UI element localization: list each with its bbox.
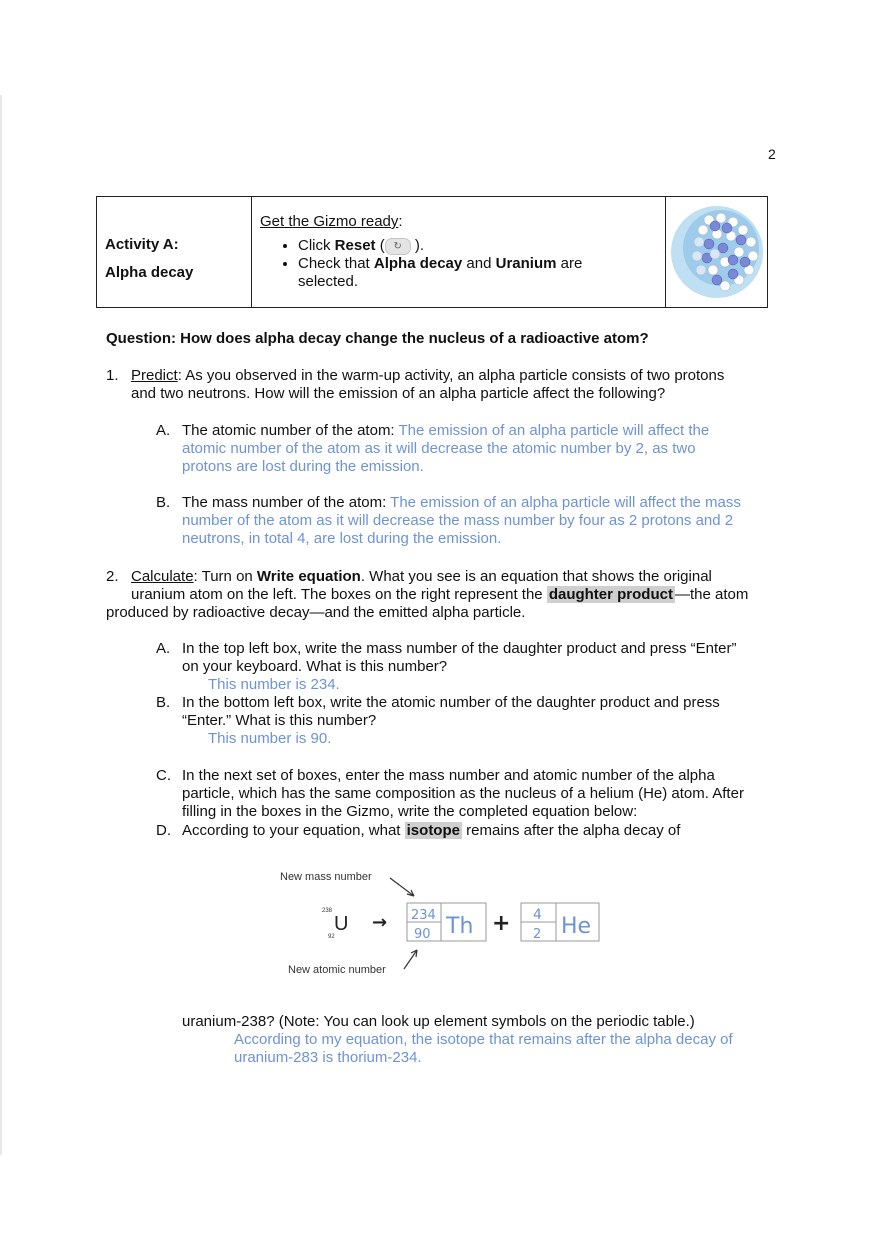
daughter-boxes: [407, 903, 486, 942]
plus-sign: +: [492, 911, 511, 936]
daughter-product-highlight: daughter product: [548, 586, 673, 603]
mass-pointer-arrow: [390, 878, 414, 896]
activity-subtitle: Alpha decay: [105, 264, 194, 281]
alpha-atomic-input[interactable]: 2: [533, 927, 542, 942]
q2-part-a: A. In the top left box, write the mass number of the daughter product and press “Enter” on your keyboard. What is this number? This number is 234.: [156, 640, 737, 693]
isotope-highlight: isotope: [406, 822, 460, 839]
atomic-pointer-arrow: [404, 950, 417, 969]
reset-icon: ↻: [385, 238, 411, 255]
alpha-boxes: [521, 903, 599, 942]
alpha-mass-input[interactable]: 4: [533, 907, 542, 923]
gizmo-steps: [260, 237, 665, 291]
reaction-arrow: →: [372, 912, 388, 933]
u-mass-number: 238: [322, 908, 333, 914]
gizmo-step-check: • Check that Alpha decay and Uranium are selected.: [298, 255, 665, 291]
daughter-mass-input[interactable]: 234: [411, 908, 436, 923]
q1-predict: 1. Predict: As you observed in the warm-up activity, an alpha particle consists of two protons and two neutrons. How will the emission of an alpha particle affect the following?: [106, 367, 725, 402]
scan-edge: [0, 95, 2, 1155]
u-atomic-number: 92: [328, 934, 335, 940]
daughter-symbol: Th: [446, 914, 474, 939]
q2b-answer: This number is 90.: [208, 730, 332, 747]
daughter-atomic-input[interactable]: 90: [414, 927, 431, 942]
new-atomic-number-label: New atomic number: [288, 964, 386, 976]
q1b-answer: The emission of an alpha particle will affect the mass: [390, 494, 741, 511]
q2a-answer: This number is 234.: [208, 676, 340, 693]
u-symbol: U: [334, 913, 349, 935]
q1-part-b: B. The mass number of the atom: The emission of an alpha particle will affect the mass number of the atom as it will decrease the mass number by four as 2 protons and 2 neutrons, in total 4, are lost during the emission.: [156, 494, 741, 547]
q1-label: Predict: [131, 367, 178, 384]
q2-label: Calculate: [131, 568, 194, 585]
q2-part-d-continued: uranium-238? (Note: You can look up element symbols on the periodic table.) According to my equation, the isotope that remains after the alpha decay of uranium-283 is thorium-234.: [182, 1013, 733, 1066]
q2-part-c: C. In the next set of boxes, enter the mass number and atomic number of the alpha particle, which has the same composition as the nucleus of a helium (He) atom. After filling in the boxes in the Gizmo, write the completed equation below:: [156, 767, 744, 820]
nucleus-image: [669, 204, 765, 300]
gizmo-step-reset: • Click Reset ( ↻ ).: [298, 237, 665, 255]
question-heading: Question: How does alpha decay change the nucleus of a radioactive atom?: [106, 330, 649, 347]
q2-part-d: D. According to your equation, what isotope remains after the alpha decay of: [156, 822, 681, 839]
q1a-answer: The emission of an alpha particle will affect the: [398, 422, 710, 439]
gizmo-ready-cell: [252, 197, 666, 307]
nucleus-image-cell: [666, 197, 767, 307]
q1-part-a: A. The atomic number of the atom: The emission of an alpha particle will affect the atomic number of the atom as it will decrease the atomic number by 2, as two protons are lost during the emission.: [156, 422, 710, 475]
q2-part-b: B. In the bottom left box, write the atomic number of the daughter product and press “Enter.” What is this number? This number is 90.: [156, 694, 720, 747]
q2-calculate: 2. Calculate: Turn on Write equation. What you see is an equation that shows the original uranium atom on the left. The boxes on the right represent the daughter product —the atom produced by radioactive decay—and the emitted alpha particle.: [106, 568, 749, 621]
alpha-symbol: He: [561, 914, 592, 939]
activity-title-cell: [97, 197, 252, 307]
activity-title: Activity A:: [105, 236, 179, 253]
gizmo-ready-heading: Get the Gizmo ready:: [260, 213, 403, 230]
activity-table: [96, 196, 768, 308]
new-mass-number-label: New mass number: [280, 871, 372, 883]
q2d-answer: According to my equation, the isotope that remains after the alpha decay of: [234, 1031, 733, 1048]
decay-equation-figure: [278, 866, 608, 976]
page-number: 2: [768, 146, 776, 162]
